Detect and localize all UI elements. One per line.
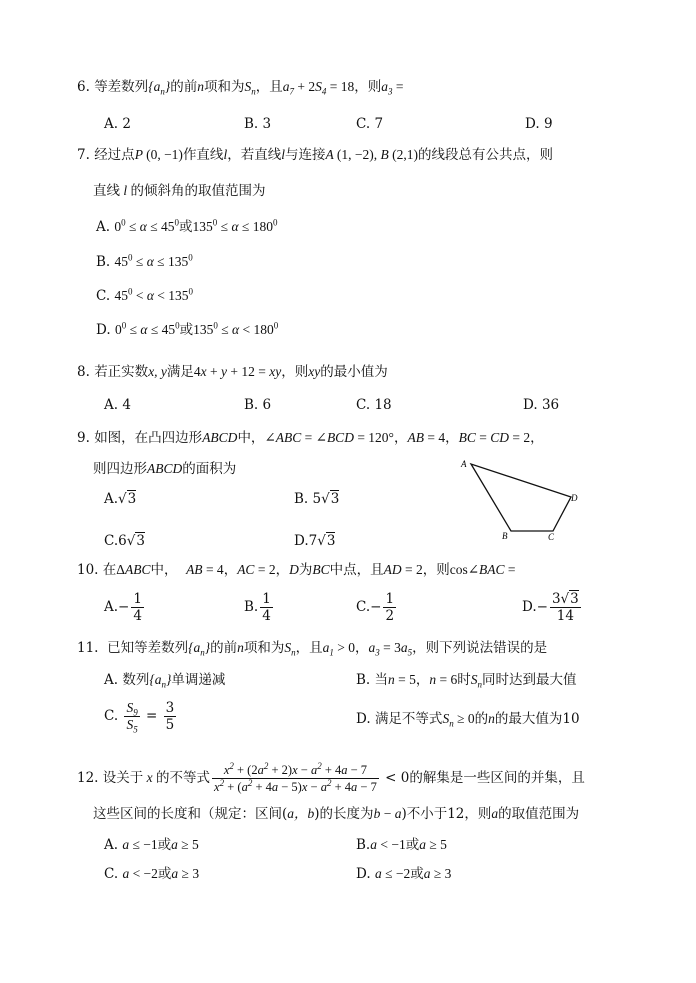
- q10-option-d: D.− $\frac{3√3}{14}$: [522, 591, 579, 624]
- q11-option-d: D. 满足不等式$S_n \ge 0$的n的最大值为10: [356, 711, 580, 729]
- quadrilateral-figure: [455, 455, 585, 545]
- q6-option-c: C. 7: [356, 116, 384, 132]
- vertex-label-c: C: [548, 532, 555, 542]
- q10-option-c: C.− $\frac{1}{2}$: [356, 591, 395, 624]
- q11-option-c: C. $\frac{S_9}{S_5}$ = $\frac{3}{5}$: [104, 700, 175, 735]
- q8-option-c: C. 18: [356, 397, 392, 413]
- q9-stem: 9. 如图，在凸四边形ABCD中，∠ABC = ∠BCD = 120°，AB = 4，BC = CD = 2，: [77, 430, 544, 446]
- q6-stem: 6. 等差数列$\{a_n\}$的前n项和为$S_n$，且$a_7 + 2S_4 = 18$，则$a_3$ =: [77, 79, 404, 97]
- q10-stem: 10. 在ΔABC中， AB = 4，AC = 2，D为BC中点，且AD = 2，则cos∠BAC =: [77, 562, 516, 578]
- q8-option-b: B. 6: [244, 397, 272, 413]
- q9-option-d: D.7√3: [294, 533, 336, 549]
- q10-option-a: A.− $\frac{1}{4}$: [104, 591, 142, 624]
- q7-stem-line2: 直线 l 的倾斜角的取值范围为: [93, 183, 266, 199]
- q12-stem-line2: 这些区间的长度和（规定：区间(a，b)的长度为b − a)不小于12，则a的取值范围为: [93, 806, 580, 822]
- q9-option-b: B. 5√3: [294, 491, 340, 507]
- q6-option-b: B. 3: [244, 116, 272, 132]
- q7-option-a: A. $0^0 \le \alpha \le 45^0$或$135^0 \le \alpha \le 180^0$: [96, 217, 278, 235]
- q12-option-b: B.a < −1或a ≥ 5: [356, 837, 447, 853]
- q7-option-b: B. $45^0 \le \alpha \le 135^0$: [96, 252, 193, 270]
- q12-option-a: A. a ≤ −1或a ≥ 5: [104, 837, 199, 853]
- vertex-label-a: A: [461, 459, 467, 469]
- q9-stem-line2: 则四边形ABCD的面积为: [93, 461, 237, 477]
- q8-option-a: A. 4: [104, 397, 131, 413]
- q11-stem: 11. 已知等差数列$\{a_n\}$的前n项和为$S_n$，且$a_1 > 0$，$a_3 = 3a_5$，则下列说法错误的是: [77, 640, 548, 658]
- quadrilateral-abcd: [471, 464, 571, 531]
- q11-option-b: B. 当n = 5，n = 6时$S_n$同时达到最大值: [356, 672, 577, 690]
- q7-option-d: D. $0^0 \le \alpha \le 45^0$或$135^0 \le \alpha < 180^0$: [96, 320, 279, 338]
- vertex-label-d: D: [571, 493, 578, 503]
- q12-option-d: D. a ≤ −2或a ≥ 3: [356, 866, 452, 882]
- q8-stem: 8. 若正实数x, y满足4x + y + 12 = xy，则xy的最小值为: [77, 364, 388, 380]
- q6-option-d: D. 9: [525, 116, 553, 132]
- vertex-label-b: B: [502, 531, 508, 541]
- q7-stem: 7. 经过点P (0, −1)作直线l，若直线l与连接A (1, −2), B (2,1)的线段总有公共点，则: [77, 147, 553, 163]
- q9-option-c: C.6√3: [104, 533, 145, 549]
- q8-option-d: D. 36: [523, 397, 560, 413]
- q9-option-a: A.√3: [104, 491, 137, 507]
- q12-stem: 12. 设关于 x 的不等式 $\frac{x^2 + (2a^2 + 2)x - a^2 + 4a - 7}{x^2 + (a^2 + 4a - 5)x - a^2 + 4a - 7}$ < 0的解集是一些区间的并集，且: [77, 760, 585, 794]
- q6-number: 6.: [77, 79, 90, 95]
- q6-option-a: A. 2: [104, 116, 131, 132]
- q10-option-b: B. $\frac{1}{4}$: [244, 591, 271, 624]
- q12-option-c: C. a < −2或a ≥ 3: [104, 866, 200, 882]
- q11-option-a: A. 数列$\{a_n\}$单调递减: [104, 672, 226, 690]
- q7-option-c: C. $45^0 < \alpha < 135^0$: [96, 286, 194, 304]
